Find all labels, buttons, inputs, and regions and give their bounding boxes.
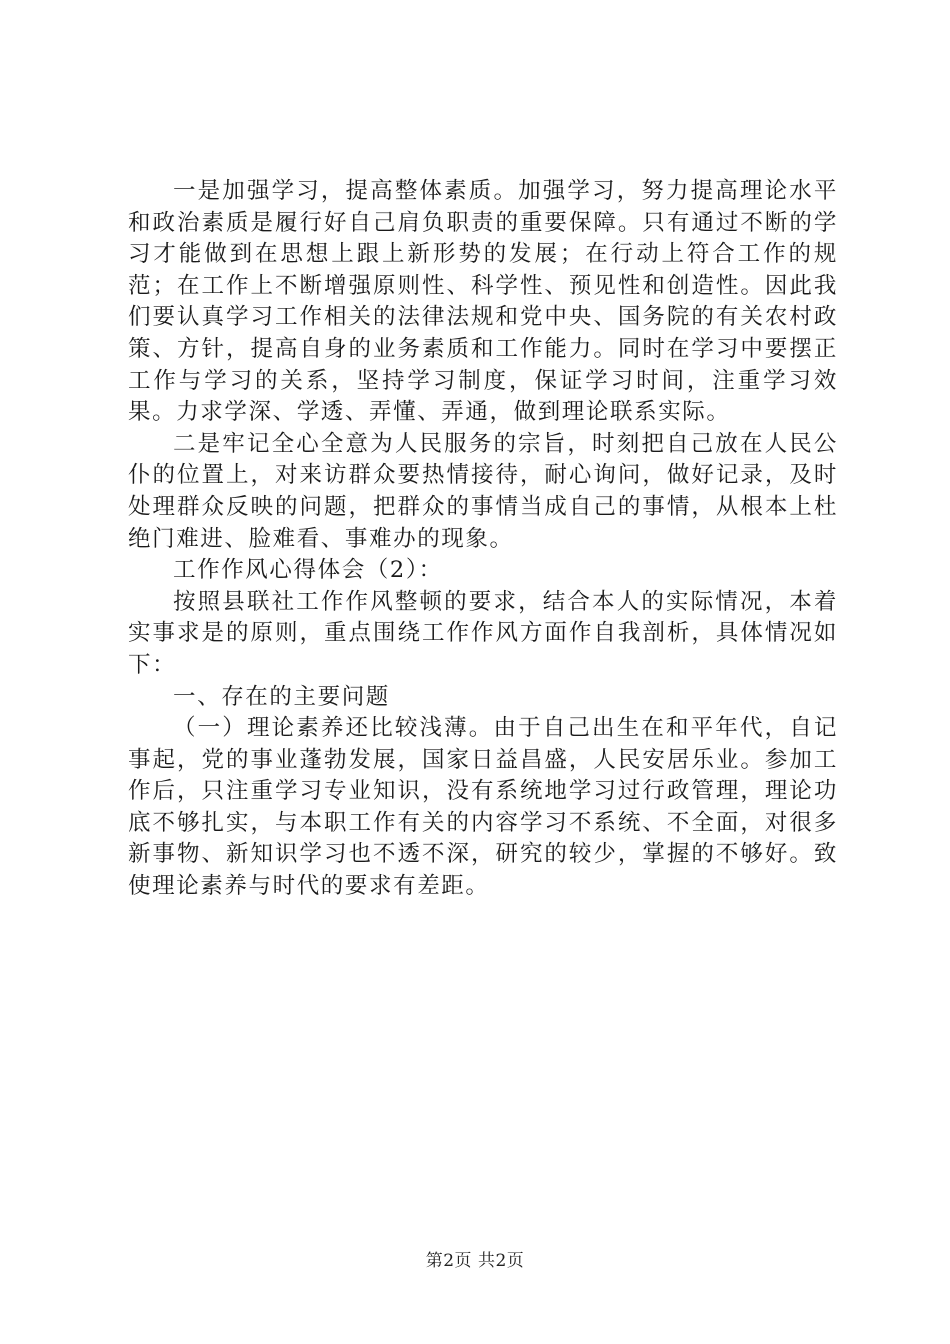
- section-heading-experience-2: 工作作风心得体会（2）：: [173, 557, 443, 584]
- paragraph-theory-literacy: （一）理论素养还比较浅薄。由于自己出生在和平年代，自记事起，党的事业蓬勃发展，国家日益昌盛，人民安居乐业。参加工作后，只注重学习专业知识，没有系统地学习过行政管理，理论功底不够扎实，与本职工作有关的内容学习不系统、不全面，对很多新事物、新知识学习也不透不深，研究的较少，掌握的不够好。致使理论素养与时代的要求有差距。: [128, 715, 838, 900]
- body-text: [128, 176, 838, 903]
- paragraph-serve-people: 二是牢记全心全意为人民服务的宗旨，时刻把自己放在人民公仆的位置上，对来访群众要热情接待，耐心询问，做好记录，及时处理群众反映的问题，把群众的事情当成自己的事情，从根本上杜绝门难进、脸难看、事难办的现象。: [128, 430, 838, 552]
- page-number-footer: 第2页 共2页: [425, 1251, 525, 1271]
- section-heading-main-problems: 一、存在的主要问题: [173, 683, 390, 710]
- paragraph-strengthen-learning: 一是加强学习，提高整体素质。加强学习，努力提高理论水平和政治素质是履行好自己肩负职责的重要保障。只有通过不断的学习才能做到在思想上跟上新形势的发展；在行动上符合工作的规范；在工作上不断增强原则性、科学性、预见性和创造性。因此我们要认真学习工作相关的法律法规和党中央、国务院的有关农村政策、方针，提高自身的业务素质和工作能力。同时在学习中要摆正工作与学习的关系，坚持学习制度，保证学习时间，注重学习效果。力求学深、学透、弄懂、弄通，做到理论联系实际。: [128, 178, 838, 426]
- paragraph-self-analysis-intro: 按照县联社工作作风整顿的要求，结合本人的实际情况，本着实事求是的原则，重点围绕工作作风方面作自我剖析，具体情况如下：: [128, 588, 838, 678]
